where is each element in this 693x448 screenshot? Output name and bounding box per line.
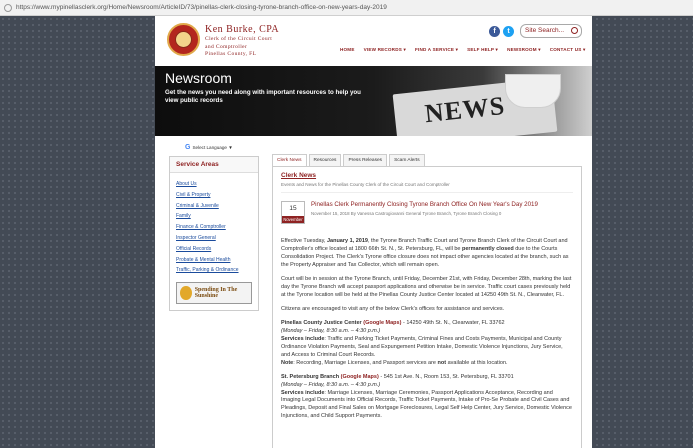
newsroom-banner [155, 66, 592, 136]
banner-title: Newsroom [165, 70, 232, 86]
google-translate-widget[interactable] [185, 144, 265, 151]
site-page [155, 16, 592, 448]
service-areas-box [169, 156, 259, 311]
post-meta: November 15, 2018 By Vanessa Castrogiovanni General Tyrone Branch, Tyrone Branch Closing 0 [311, 211, 502, 216]
clerk-news-subtitle: Events and News for the Pinellas County Clerk of the Circuit Court and Comptroller [281, 182, 573, 193]
sidebar-item-official-records[interactable]: Official Records [176, 245, 212, 252]
clerk-title-3: Pinellas County, FL [205, 51, 257, 57]
sidebar-item-family[interactable]: Family [176, 213, 191, 220]
clerk-title-2: and Comptroller [205, 43, 248, 50]
coffee-cup-image [505, 74, 561, 108]
post-header [281, 201, 573, 224]
paragraph-2: Court will be in session at the Tyrone Branch, until Friday, December 21st, with Friday, December 28th, marking the last day the Tyrone Branch will accept passport applications and otherwise be in service. Traffic court cases previously held at the Tyrone location will be held at the Pinellas County Justice Center located at 14250 49th St. N., Clearwater, FL. [281, 275, 572, 298]
location-2-hours: (Monday – Friday, 8:30 a.m. – 4:30 p.m.) [281, 381, 381, 388]
tab-scam-alerts[interactable]: Scam Alerts [389, 154, 425, 166]
post-date-badge [281, 201, 305, 224]
post-day: 15 [289, 205, 297, 212]
sidebar-item-traffic-parking[interactable]: Traffic, Parking & Ordinance [176, 267, 239, 274]
clerk-brand[interactable] [205, 25, 279, 58]
sidebar-item-inspector-general[interactable]: Inspector General [176, 234, 216, 241]
facebook-icon[interactable]: f [489, 26, 500, 37]
sidebar [169, 144, 265, 311]
tab-resources[interactable]: Resources [309, 154, 342, 166]
post-title[interactable]: Pinellas Clerk Permanently Closing Tyrone Branch Office On New Year's Day 2019 [311, 201, 538, 208]
post-month: November [283, 217, 303, 222]
site-search-input[interactable] [520, 24, 582, 38]
site-search-placeholder: Site Search... [525, 27, 565, 34]
sidebar-item-criminal-juvenile[interactable]: Criminal & Juvenile [176, 202, 219, 209]
banner-lead: Get the news you need along with important resources to help you view public records [165, 89, 361, 105]
tab-press-releases[interactable]: Press Releases [343, 154, 387, 166]
county-seal-logo[interactable] [167, 23, 200, 56]
paragraph-1: Effective Tuesday, January 1, 2019, the Tyrone Branch Traffic Court and Tyrone Branch Clerk of the Circuit Court and Comptroller's office located at 1800 66th St. N., St. Petersburg, FL, will be permanently closed due to the Courts Consolidation Project. The Clerk's Tyrone office closure does not impact other agencies located at the branch, such as the Property Appraiser and Tax Collector, which will remain open. [281, 238, 569, 268]
clerk-name: Ken Burke, CPA [205, 24, 280, 35]
location-justice-center: Pinellas County Justice Center (Google Maps) - 14250 49th St. N., Clearwater, FL 33762 (Monday – Friday, 8:30 a.m. – 4:30 p.m.) Services include: Traffic and Parking Ticket Payments, Criminal Fines and Costs Payments, Municipal and County Ordinance Violation Payments, Seal and Expungement Petition Intake, Domestic Violence Injunctions, Jury Service, and Access to Criminal Court Records. Note: Recording, Marriage Licenses, and Passport services are not available at this location. [281, 319, 563, 366]
google-icon: G [185, 144, 191, 151]
nav-find-a-service[interactable]: FIND A SERVICE ▾ [414, 47, 459, 52]
site-header [155, 16, 592, 66]
clerk-news-heading[interactable]: Clerk News [281, 172, 317, 179]
google-maps-link-2[interactable]: (Google Maps) [339, 373, 379, 380]
tab-pane [272, 166, 582, 448]
select-language[interactable]: Select Language ▼ [192, 145, 233, 150]
location-1-hours: (Monday – Friday, 8:30 a.m. – 4:30 p.m.) [281, 327, 381, 334]
spending-in-the-sunshine-badge[interactable] [176, 282, 252, 304]
nav-view-records[interactable]: VIEW RECORDS ▾ [363, 47, 406, 52]
google-maps-link-1[interactable]: (Google Maps) [361, 319, 402, 326]
sidebar-item-civil-property[interactable]: Civil & Property [176, 191, 211, 198]
location-st-petersburg: St. Petersburg Branch (Google Maps) - 545 1st Ave. N., Room 153, St. Petersburg, FL 33701 (Monday – Friday, 8:30 a.m. – 4:30 p.m.) Services include: Marriage Licenses, Marriage Ceremonies, Passport Applications Acceptance, Recording and Imaging Legal Documents into Official Records, Traffic Ticket Payments, Intake of Pro-Se Probate and Civil Cases and Pleadings, Deposit and Final Sales on Mortgage Foreclosures, Legal Self Help Center, Jury Service, Domestic Violence Injunctions, and Child Support Payments. [281, 373, 572, 420]
service-areas-heading: Service Areas [170, 157, 258, 173]
nav-newsroom[interactable]: NEWSROOM ▾ [507, 47, 541, 52]
twitter-icon[interactable]: t [503, 26, 514, 37]
news-tabs [272, 154, 582, 166]
sunshine-label: Spending In The Sunshine [194, 287, 238, 300]
location-1-name: Pinellas County Justice Center [281, 319, 362, 326]
url-text[interactable]: https://www.mypinellasclerk.org/Home/Newsroom/ArticleID/73/pinellas-clerk-closing-tyrone-branch-office-on-new-years-day-2019 [16, 4, 387, 11]
paragraph-3: Citizens are encouraged to visit any of the below Clerk's offices for assistance and services. [281, 305, 505, 312]
tab-clerk-news[interactable]: Clerk News [272, 154, 307, 166]
sidebar-item-probate-mental-health[interactable]: Probate & Mental Health [176, 256, 231, 263]
location-2-name: St. Petersburg Branch [281, 373, 340, 380]
article-body [281, 238, 573, 421]
address-bar[interactable] [0, 0, 693, 16]
main-nav [340, 47, 585, 53]
clerk-title-1: Clerk of the Circuit Court [205, 36, 273, 42]
sunshine-logo [180, 286, 192, 300]
nav-contact-us[interactable]: CONTACT US ▾ [549, 47, 586, 52]
nav-self-help[interactable]: SELF HELP ▾ [467, 47, 499, 52]
sidebar-item-finance-comptroller[interactable]: Finance & Comptroller [176, 224, 226, 231]
newspaper-image: NEWS [393, 78, 558, 136]
sidebar-item-about-us[interactable]: About Us [176, 181, 197, 187]
nav-home[interactable]: HOME [340, 47, 355, 52]
search-icon[interactable] [571, 27, 578, 34]
lock-icon [4, 4, 12, 12]
news-content [272, 154, 582, 448]
